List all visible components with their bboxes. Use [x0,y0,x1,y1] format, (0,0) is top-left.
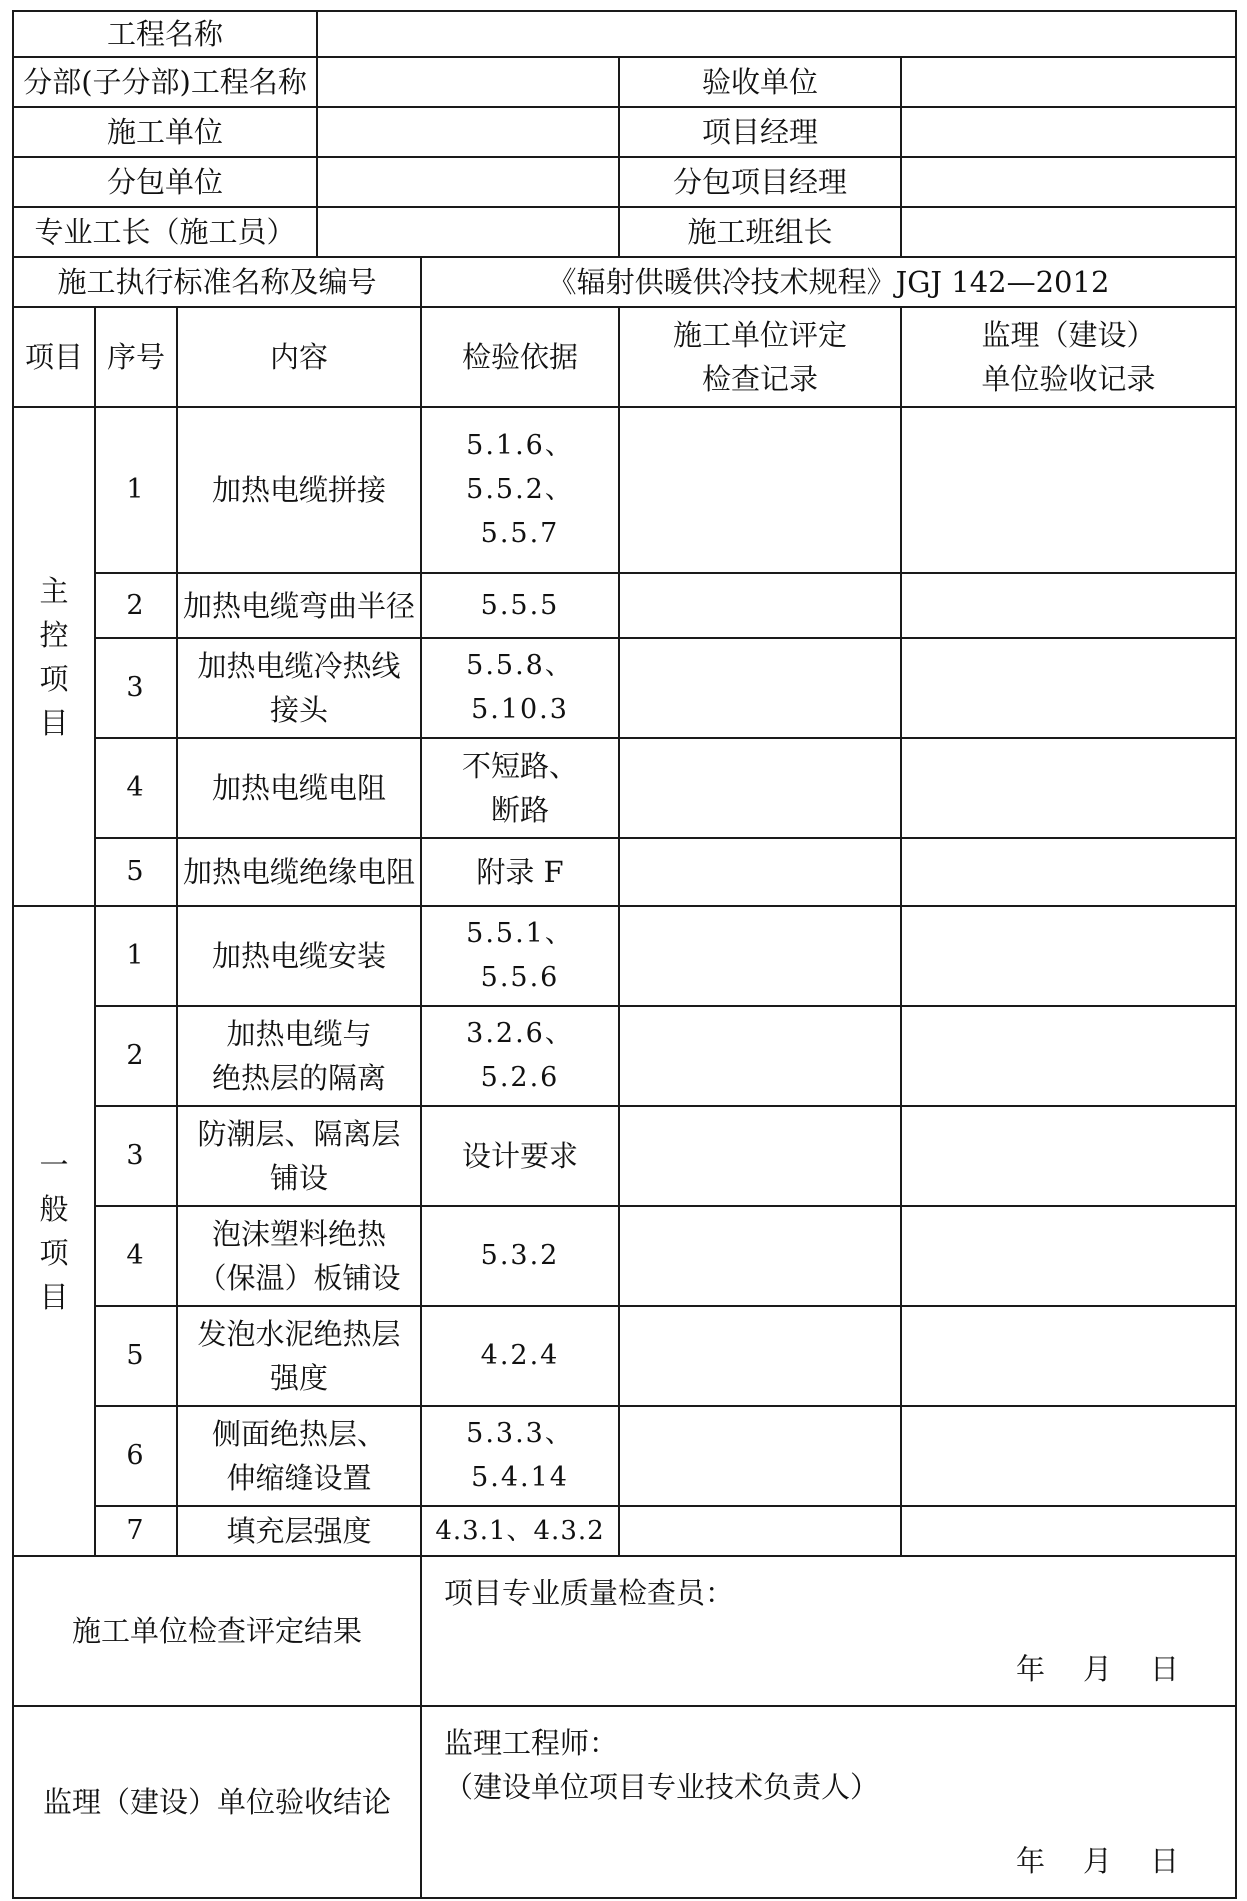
project-manager-label: 项目经理 [619,107,901,157]
main-item-basis: 附录 F [421,838,619,906]
general-item-seq: 2 [95,1006,177,1106]
general-item-supervisor-record[interactable] [901,906,1236,1006]
owner-technical-lead-label: （建设单位项目专业技术负责人） [444,1770,880,1804]
general-item-seq: 6 [95,1406,177,1506]
general-item-contractor-record[interactable] [619,1106,901,1206]
main-item-contractor-record[interactable] [619,738,901,838]
subcontract-unit-value[interactable] [317,157,619,207]
subcontract-manager-value[interactable] [901,157,1236,207]
general-item-content: 填充层强度 [177,1506,421,1556]
contractor-result-cell[interactable] [421,1556,1236,1706]
general-item-contractor-record[interactable] [619,1406,901,1506]
main-item-contractor-record[interactable] [619,838,901,906]
supervising-engineer-label: 监理工程师： [444,1726,619,1760]
supervisor-conclusion-date [1016,1839,1179,1883]
general-item-contractor-record[interactable] [619,1306,901,1406]
column-header-item: 项目 [13,307,95,407]
column-header-basis: 检验依据 [421,307,619,407]
main-item-content: 加热电缆弯曲半径 [177,573,421,638]
column-header-seq: 序号 [95,307,177,407]
project-manager-value[interactable] [901,107,1236,157]
general-item-basis: 5.5.1、 5.5.6 [421,906,619,1006]
main-item-seq: 2 [95,573,177,638]
standard-label: 施工执行标准名称及编号 [13,257,421,307]
date-year: 年 [1015,1844,1045,1878]
general-item-content: 加热电缆安装 [177,906,421,1006]
main-item-seq: 1 [95,407,177,573]
main-item-content: 加热电缆拼接 [177,407,421,573]
general-item-seq: 3 [95,1106,177,1206]
main-item-seq: 5 [95,838,177,906]
acceptance-unit-label: 验收单位 [619,57,901,107]
contractor-result-label: 施工单位检查评定结果 [13,1556,421,1706]
general-item-seq: 4 [95,1206,177,1306]
general-item-basis: 设计要求 [421,1106,619,1206]
team-leader-value[interactable] [901,207,1236,257]
general-items-category: 一般项目 [13,906,95,1556]
acceptance-unit-value[interactable] [901,57,1236,107]
main-items-category: 主控项目 [13,407,95,906]
general-item-content: 侧面绝热层、 伸缩缝设置 [177,1406,421,1506]
general-item-supervisor-record[interactable] [901,1106,1236,1206]
general-item-supervisor-record[interactable] [901,1206,1236,1306]
project-name-value[interactable] [317,11,1236,57]
sub-project-label: 分部(子分部)工程名称 [13,57,317,107]
main-item-content: 加热电缆电阻 [177,738,421,838]
column-header-supervisor-record-line2: 单位验收记录 [981,362,1156,396]
general-item-basis: 5.3.3、 5.4.14 [421,1406,619,1506]
general-item-supervisor-record[interactable] [901,1306,1236,1406]
date-month: 月 [1082,1652,1112,1686]
main-item-content: 加热电缆冷热线 接头 [177,638,421,738]
main-item-supervisor-record[interactable] [901,738,1236,838]
subcontract-unit-label: 分包单位 [13,157,317,207]
general-item-supervisor-record[interactable] [901,1006,1236,1106]
general-item-basis: 5.3.2 [421,1206,619,1306]
inspection-form-table [12,10,1237,1899]
main-item-contractor-record[interactable] [619,573,901,638]
general-item-contractor-record[interactable] [619,1006,901,1106]
project-name-label: 工程名称 [13,11,317,57]
general-item-seq: 1 [95,906,177,1006]
subcontract-manager-label: 分包项目经理 [619,157,901,207]
general-item-content: 泡沫塑料绝热 （保温）板铺设 [177,1206,421,1306]
main-item-contractor-record[interactable] [619,407,901,573]
foreman-value[interactable] [317,207,619,257]
general-item-content: 加热电缆与 绝热层的隔离 [177,1006,421,1106]
supervisor-conclusion-label: 监理（建设）单位验收结论 [13,1706,421,1898]
team-leader-label: 施工班组长 [619,207,901,257]
main-item-supervisor-record[interactable] [901,573,1236,638]
contractor-result-date [1016,1647,1179,1691]
column-header-contractor-record-line1: 施工单位评定 [673,318,848,352]
sub-project-value[interactable] [317,57,619,107]
construction-unit-value[interactable] [317,107,619,157]
general-item-contractor-record[interactable] [619,1206,901,1306]
general-item-supervisor-record[interactable] [901,1506,1236,1556]
foreman-label: 专业工长（施工员） [13,207,317,257]
general-item-basis: 3.2.6、 5.2.6 [421,1006,619,1106]
general-item-contractor-record[interactable] [619,906,901,1006]
main-item-seq: 4 [95,738,177,838]
date-month: 月 [1082,1844,1112,1878]
supervisor-conclusion-cell[interactable] [421,1706,1236,1898]
general-item-basis: 4.2.4 [421,1306,619,1406]
column-header-content: 内容 [177,307,421,407]
general-item-contractor-record[interactable] [619,1506,901,1556]
general-item-content: 发泡水泥绝热层 强度 [177,1306,421,1406]
general-item-basis: 4.3.1、4.3.2 [421,1506,619,1556]
general-item-seq: 7 [95,1506,177,1556]
date-day: 日 [1150,1844,1180,1878]
main-item-supervisor-record[interactable] [901,838,1236,906]
column-header-supervisor-record-line1: 监理（建设） [981,318,1156,352]
main-item-basis: 5.1.6、 5.5.2、 5.5.7 [421,407,619,573]
main-item-basis: 不短路、 断路 [421,738,619,838]
general-item-supervisor-record[interactable] [901,1406,1236,1506]
column-header-contractor-record [619,307,901,407]
main-item-supervisor-record[interactable] [901,638,1236,738]
standard-value: 《辐射供暖供冷技术规程》JGJ 142—2012 [421,257,1236,307]
main-item-content: 加热电缆绝缘电阻 [177,838,421,906]
main-item-seq: 3 [95,638,177,738]
construction-unit-label: 施工单位 [13,107,317,157]
quality-inspector-label: 项目专业质量检查员： [444,1576,735,1610]
general-item-content: 防潮层、隔离层 铺设 [177,1106,421,1206]
main-item-basis: 5.5.8、 5.10.3 [421,638,619,738]
main-item-basis: 5.5.5 [421,573,619,638]
date-year: 年 [1015,1652,1045,1686]
main-item-supervisor-record[interactable] [901,407,1236,573]
main-item-contractor-record[interactable] [619,638,901,738]
column-header-supervisor-record [901,307,1236,407]
column-header-contractor-record-line2: 检查记录 [702,362,819,396]
general-item-seq: 5 [95,1306,177,1406]
date-day: 日 [1150,1652,1180,1686]
